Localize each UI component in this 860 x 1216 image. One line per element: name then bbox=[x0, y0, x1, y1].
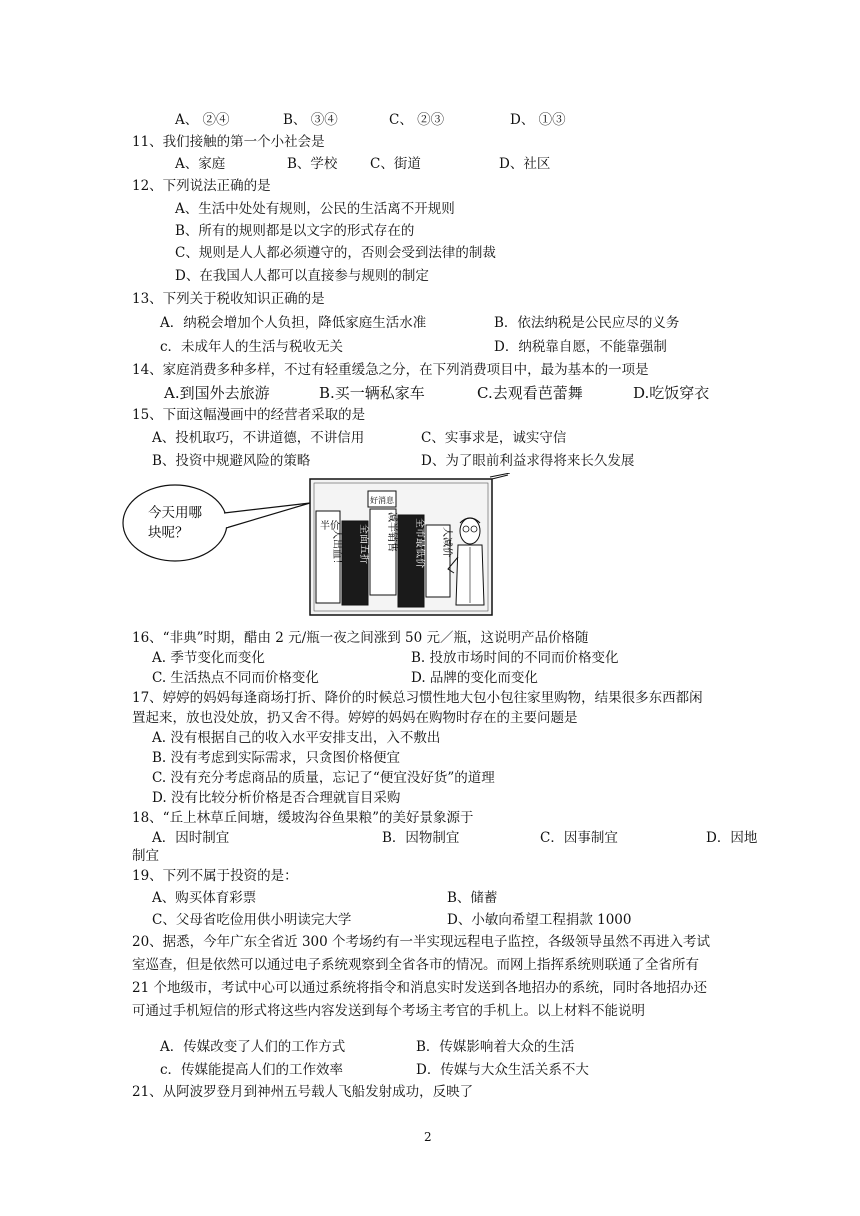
q10-option-c: C、 ②③ bbox=[389, 112, 445, 128]
q14-option-a: A.到国外去旅游 bbox=[164, 384, 270, 402]
speech-bubble bbox=[123, 485, 227, 561]
q14-option-b: B.买一辆私家车 bbox=[319, 384, 425, 402]
q13-option-c: c．未成年人的生活与税收无关 bbox=[160, 339, 344, 355]
q15-option-c: C、实事求是，诚实守信 bbox=[421, 430, 567, 446]
q16-option-a: A. 季节变化而变化 bbox=[152, 650, 265, 666]
q13-option-a: A．纳税会增加个人负担，降低家庭生活水准 bbox=[160, 315, 427, 331]
bubble-text-line2: 块呢？ bbox=[148, 525, 189, 541]
q11-option-d: D、社区 bbox=[499, 156, 551, 172]
q17-stem-line2: 置起来，放也没处放，扔又舍不得。婷婷的妈妈在购物时存在的主要问题是 bbox=[132, 710, 578, 726]
q14-option-c: C.去观看芭蕾舞 bbox=[477, 384, 583, 402]
q10-option-d: D、 ①③ bbox=[510, 112, 566, 128]
q15-option-b: B、投资中规避风险的策略 bbox=[152, 453, 311, 469]
q16-option-d: D. 品牌的变化而变化 bbox=[411, 670, 538, 686]
sign1-line1: 半价 bbox=[320, 521, 340, 532]
q12-option-a: A、生活中处处有规则，公民的生活离不开规则 bbox=[175, 201, 455, 217]
q11-option-a: A、家庭 bbox=[175, 156, 226, 172]
q17-option-b: B. 没有考虑到实际需求，只贪图价格便宜 bbox=[152, 750, 401, 766]
q16-option-c: C. 生活热点不同而价格变化 bbox=[152, 670, 319, 686]
q19-option-a: A、购买体育彩票 bbox=[152, 890, 257, 906]
sign3-top: 好消息 bbox=[370, 496, 394, 505]
q20-option-a: A．传媒改变了人们的工作方式 bbox=[160, 1039, 346, 1055]
q11-stem: 11、我们接触的第一个小社会是 bbox=[132, 134, 325, 150]
bubble-text-line1: 今天用哪 bbox=[148, 505, 202, 521]
q12-option-c: C、规则是人人都必须遵守的，否则会受到法律的制裁 bbox=[175, 245, 496, 261]
page-number: 2 bbox=[424, 1130, 432, 1144]
q14-stem: 14、家庭消费多种多样，不过有轻重缓急之分，在下列消费项目中，最为基本的一项是 bbox=[132, 362, 649, 378]
q20-option-b: B．传媒影响着大众的生活 bbox=[416, 1039, 575, 1055]
q13-stem: 13、下列关于税收知识正确的是 bbox=[132, 291, 325, 307]
q15-option-a: A、投机取巧，不讲道德，不讲信用 bbox=[152, 430, 365, 446]
sign4-line1: 全市最低价 bbox=[414, 518, 425, 568]
q18-option-c: C．因事制宜 bbox=[540, 830, 618, 846]
q13-option-d: D．纳税靠自愿，不能靠强制 bbox=[494, 339, 667, 355]
q20-option-d: D．传媒与大众生活关系不大 bbox=[416, 1062, 589, 1078]
q20-stem-line3: 21 个地级市，考试中心可以通过系统将指令和消息实时发送到各地招办的系统，同时各地招办还 bbox=[132, 980, 707, 996]
q15-stem: 15、下面这幅漫画中的经营者采取的是 bbox=[132, 407, 366, 423]
q10-option-b: B、 ③④ bbox=[283, 112, 338, 128]
q15-option-d: D、为了眼前利益求得将来长久发展 bbox=[421, 453, 635, 469]
q19-stem: 19、下列不属于投资的是： bbox=[132, 868, 298, 884]
q12-stem: 12、下列说法正确的是 bbox=[132, 178, 271, 194]
q11-option-b: B、学校 bbox=[287, 156, 338, 172]
q19-option-b: B、储蓄 bbox=[447, 890, 498, 906]
q19-option-d: D、小敏向希望工程捐款 1000 bbox=[447, 912, 632, 928]
q18-option-d-wrap: 制宜 bbox=[132, 848, 159, 864]
q17-option-c: C. 没有充分考虑商品的质量，忘记了“便宜没好货”的道理 bbox=[152, 770, 495, 786]
q11-option-c: C、街道 bbox=[370, 156, 421, 172]
q17-option-a: A. 没有根据自己的收入水平安排支出，入不敷出 bbox=[152, 730, 441, 746]
q13-option-b: B．依法纳税是公民应尽的义务 bbox=[494, 315, 680, 331]
cartoon-illustration bbox=[120, 473, 510, 618]
q20-stem-line4: 可通过手机短信的形式将这些内容发送到每个考场主考官的手机上。以上材料不能说明 bbox=[132, 1003, 645, 1019]
sign3-line1: 减半销售 bbox=[386, 512, 397, 552]
q18-option-a: A．因时制宜 bbox=[152, 830, 230, 846]
q20-stem-line2: 室巡查，但是依然可以通过电子系统观察到全省各市的情况。而网上指挥系统则联通了全省所有 bbox=[132, 957, 699, 973]
q14-option-d: D.吃饭穿衣 bbox=[633, 384, 710, 402]
q19-option-c: C、父母省吃俭用供小明读完大学 bbox=[152, 912, 352, 928]
q20-stem-line1: 20、据悉，今年广东全省近 300 个考场约有一半实现远程电子监控，各级领导虽然不再进入考试 bbox=[132, 934, 711, 950]
q16-option-b: B. 投放市场时间的不同而价格变化 bbox=[411, 650, 619, 666]
sign2-line1: 全面五折 bbox=[358, 524, 369, 564]
q10-option-a: A、 ②④ bbox=[175, 112, 230, 128]
q12-option-d: D、在我国人人都可以直接参与规则的制定 bbox=[175, 268, 429, 284]
sign5-line1: 大减价 bbox=[441, 527, 452, 557]
q12-option-b: B、所有的规则都是以文字的形式存在的 bbox=[175, 223, 415, 239]
sign1-line2: 大出血！ bbox=[331, 529, 342, 569]
q17-option-d: D. 没有比较分析价格是否合理就盲目采购 bbox=[152, 790, 401, 806]
q21-stem: 21、从阿波罗登月到神州五号载人飞船发射成功，反映了 bbox=[132, 1084, 474, 1100]
q20-option-c: c．传媒能提高人们的工作效率 bbox=[160, 1062, 344, 1078]
q18-stem: 18、“丘上林草丘间塘，缓坡沟谷鱼果粮”的美好景象源于 bbox=[132, 810, 474, 826]
q17-stem-line1: 17、婷婷的妈妈每逢商场打折、降价的时候总习惯性地大包小包往家里购物，结果很多东西都闲 bbox=[132, 690, 703, 706]
q18-option-b: B．因物制宜 bbox=[382, 830, 460, 846]
q16-stem: 16、“非典”时期，醋由 2 元/瓶一夜之间涨到 50 元／瓶，这说明产品价格随 bbox=[132, 630, 589, 646]
q18-option-d: D．因地 bbox=[706, 830, 758, 846]
